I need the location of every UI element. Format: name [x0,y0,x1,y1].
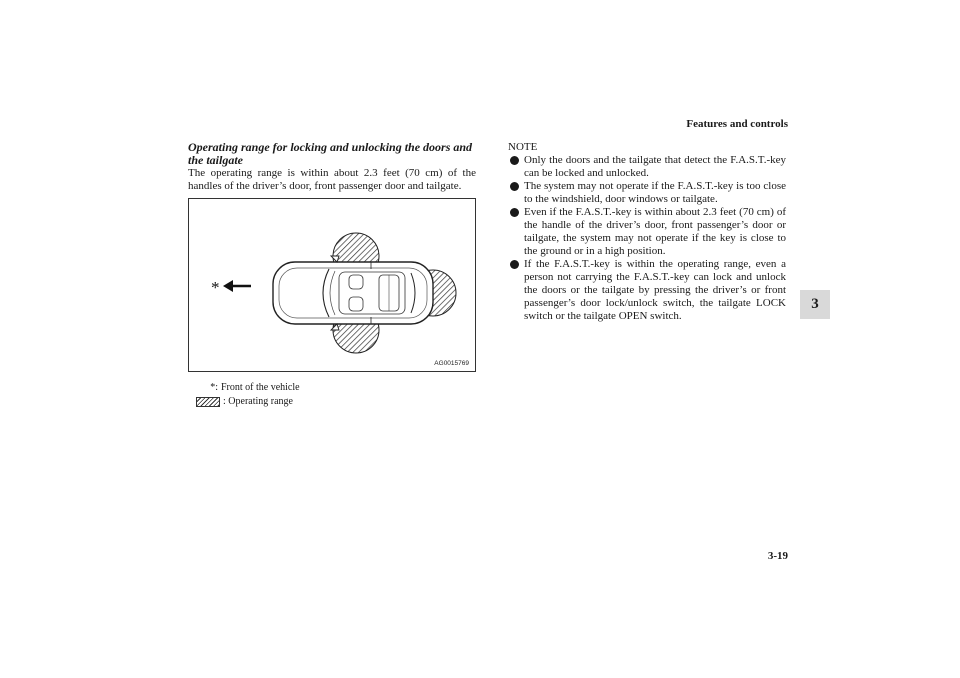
figure-code: AG0015769 [434,360,469,367]
list-item [508,206,786,258]
note-text: Even if the F.A.S.T.-key is within about 2.3 feet (70 cm) of the handle of the driver’s door, front passenger’s door or tailgate, the system may not operate if the key is close to the ground or in a high position. [524,206,786,257]
section-title: Operating range for locking and unlocking the doors and the tailgate [188,140,473,167]
hatch-swatch-icon [196,397,220,407]
list-item [508,258,786,323]
note-text: Only the doors and the tailgate that detect the F.A.S.T.-key can be locked and unlocked. [524,154,786,179]
legend-key-front: *: [210,382,218,393]
page-number: 3-19 [767,550,788,562]
note-text: The system may not operate if the F.A.S.T.-key is too close to the windshield, door windows or tailgate. [524,180,786,205]
right-column [508,141,786,323]
front-marker: * [211,278,220,297]
list-item [508,180,786,206]
front-seat-left [349,275,363,289]
front-seat-right [349,297,363,311]
note-label: NOTE [508,141,538,153]
bullet-icon [510,260,519,269]
legend-text-range: : Operating range [223,396,293,407]
note-list [508,154,786,323]
bullet-icon [510,208,519,217]
figure-legend [196,381,300,409]
car-body [273,262,433,324]
section-body: The operating range is within about 2.3 feet (70 cm) of the handles of the driver’s door, front passenger door and tailgate. [188,167,476,192]
vehicle-operating-range-figure [188,198,476,372]
legend-row-front [196,381,300,395]
vehicle-diagram [189,199,477,373]
bullet-icon [510,156,519,165]
legend-text-front: Front of the vehicle [221,382,300,393]
list-item [508,154,786,180]
note-text: If the F.A.S.T.-key is within the operating range, even a person not carrying the F.A.S.T.-key can lock and unlock the doors or the tailgate by pressing the driver’s or front passenger’s door lock/unlock switch, the tailgate LOCK switch or the tailgate OPEN switch. [524,258,786,322]
bullet-icon [510,182,519,191]
header-title: Features and controls [686,118,788,130]
legend-row-range [196,395,300,409]
chapter-tab: 3 [800,290,830,319]
left-column [188,141,476,193]
